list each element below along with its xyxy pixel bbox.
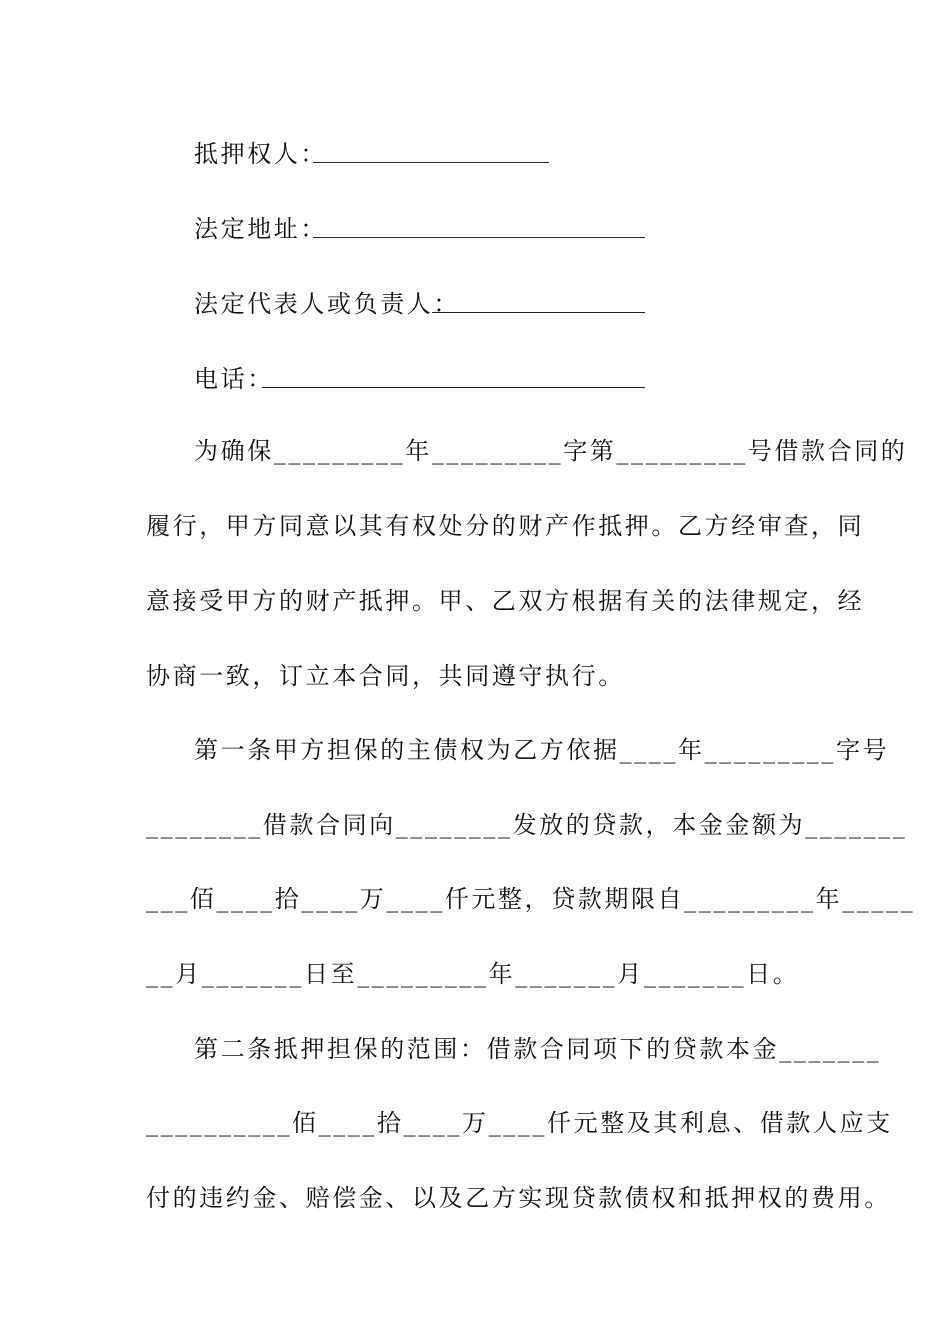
mortgagee-label: 抵押权人： (194, 140, 327, 168)
article1-line-3: ___佰____拾____万____仟元整，贷款期限自_________年_____ (146, 885, 916, 913)
mortgagee-underline (313, 162, 549, 163)
representative-label: 法定代表人或负责人： (194, 290, 460, 318)
intro-line-1: 为确保_________年_________字第_________号借款合同的 (194, 437, 908, 465)
representative-underline (432, 312, 645, 313)
phone-label: 电话： (194, 365, 274, 393)
intro-line-4: 协商一致，订立本合同，共同遵守执行。 (146, 662, 625, 690)
article1-line-4: __月_______日至_________年_______月_______日。 (146, 960, 800, 988)
article1-line-1: 第一条甲方担保的主债权为乙方依据____年_________字号 (194, 736, 890, 764)
article2-line-2: __________佰____拾____万____仟元整及其利息、借款人应支 (146, 1109, 893, 1137)
intro-line-3: 意接受甲方的财产抵押。甲、乙双方根据有关的法律规定，经 (146, 587, 865, 615)
phone-underline (262, 387, 645, 388)
article2-line-3: 付的违约金、赔偿金、以及乙方实现贷款债权和抵押权的费用。 (146, 1184, 891, 1212)
article1-line-2: ________借款合同向________发放的贷款，本金金额为_______ (146, 811, 908, 839)
address-label: 法定地址： (194, 215, 327, 243)
address-underline (313, 237, 645, 238)
intro-line-2: 履行，甲方同意以其有权处分的财产作抵押。乙方经审查，同 (146, 512, 865, 540)
article2-line-1: 第二条抵押担保的范围：借款合同项下的贷款本金_______ (194, 1035, 882, 1063)
